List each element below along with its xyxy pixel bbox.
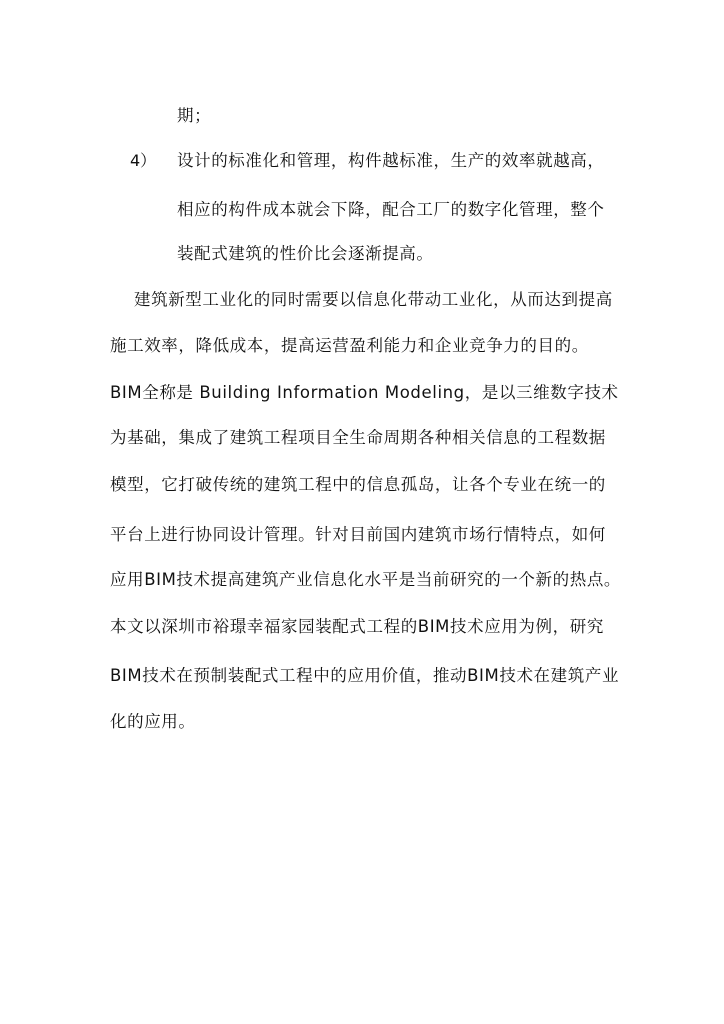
list-item-line: 装配式建筑的性价比会逐渐提高。 bbox=[177, 244, 434, 263]
paragraph-line: BIM全称是 Building Information Modeling，是以三维数字技术 bbox=[110, 383, 619, 402]
paragraph-line: 本文以深圳市裕璟幸福家园装配式工程的BIM技术应用为例，研究 bbox=[110, 617, 604, 636]
paragraph-line: 平台上进行协同设计管理。针对目前国内建筑市场行情特点，如何 bbox=[110, 525, 606, 544]
list-item-continuation: 期； bbox=[177, 106, 212, 125]
list-item-line: 相应的构件成本就会下降，配合工厂的数字化管理，整个 bbox=[177, 200, 605, 219]
paragraph-line: 应用BIM技术提高建筑产业信息化水平是当前研究的一个新的热点。 bbox=[110, 570, 622, 589]
paragraph-line: 为基础，集成了建筑工程项目全生命周期各种相关信息的工程数据 bbox=[110, 428, 606, 447]
list-item-line: 设计的标准化和管理，构件越标准，生产的效率就越高， bbox=[177, 151, 605, 170]
paragraph-line: 施工效率，降低成本，提高运营盈利能力和企业竞争力的目的。 bbox=[110, 336, 589, 355]
paragraph-line: BIM技术在预制装配式工程中的应用价值，推动BIM技术在建筑产业 bbox=[110, 666, 620, 685]
paragraph-line: 模型，它打破传统的建筑工程中的信息孤岛，让各个专业在统一的 bbox=[110, 475, 606, 494]
paragraph-line: 化的应用。 bbox=[110, 712, 196, 731]
list-item-number: 4） bbox=[130, 151, 157, 170]
paragraph-line: 建筑新型工业化的同时需要以信息化带动工业化，从而达到提高 bbox=[134, 290, 613, 309]
